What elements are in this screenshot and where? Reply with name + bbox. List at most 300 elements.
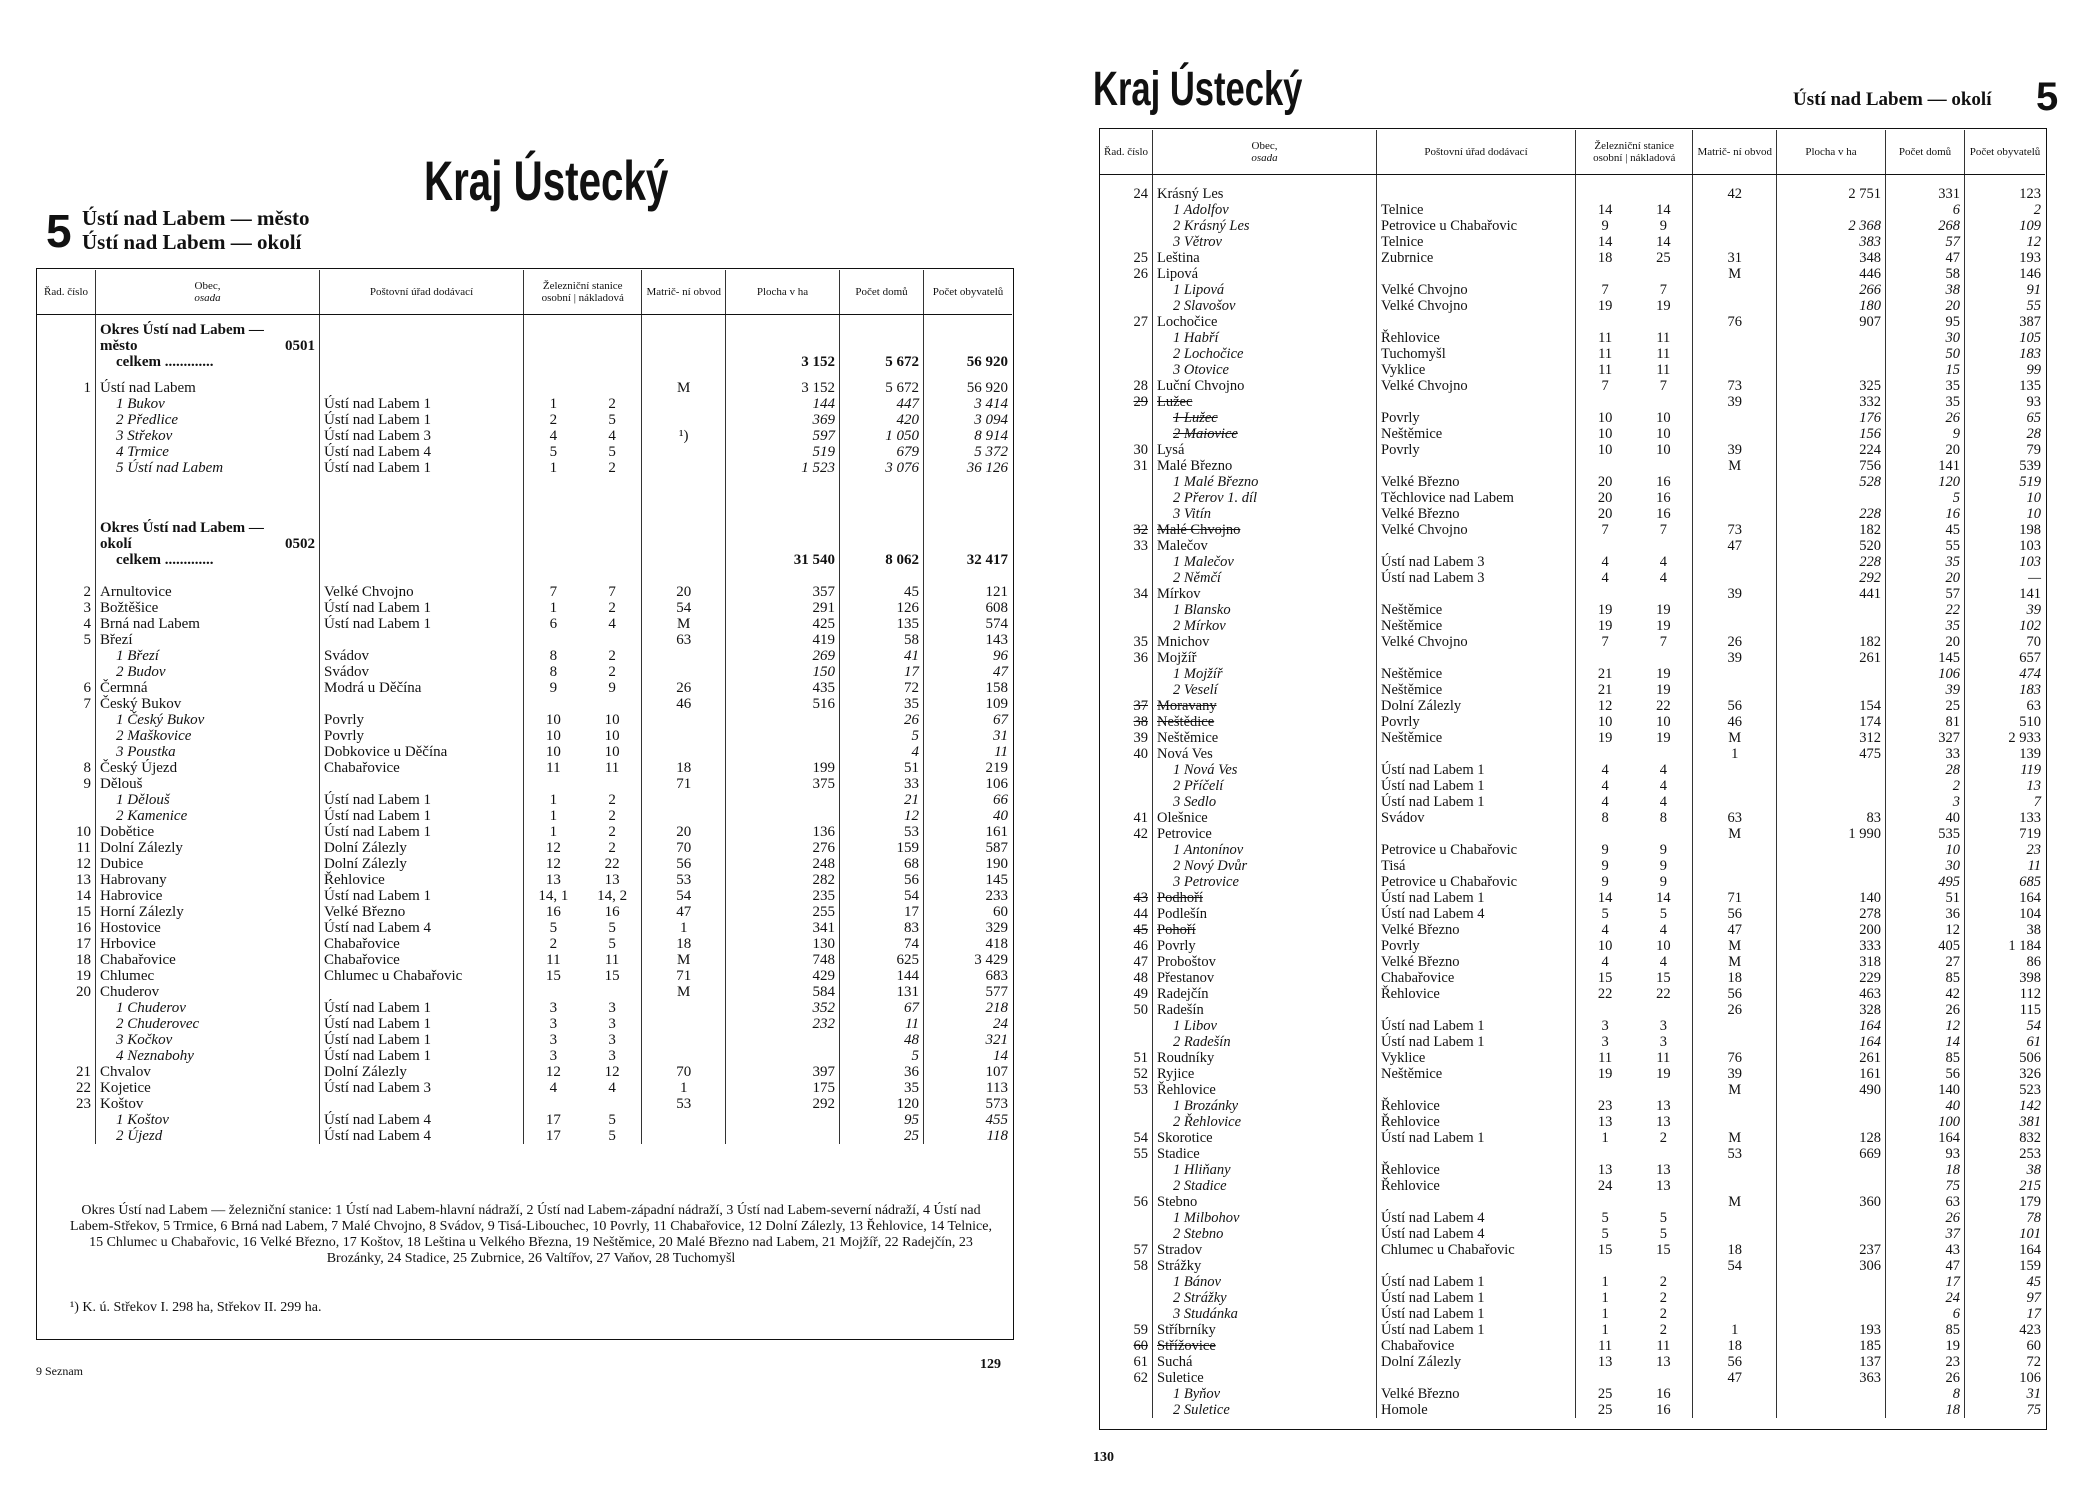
station-passenger: 19	[1576, 730, 1635, 746]
population: 7	[1965, 794, 2046, 810]
registry-district	[1693, 506, 1777, 522]
table-row	[1100, 1018, 2045, 1034]
municipality-name: Dobětice	[96, 824, 320, 840]
area-ha: 235	[726, 888, 840, 904]
station-freight: 3	[1659, 1034, 1667, 1050]
post-office	[1377, 650, 1576, 666]
municipality-name: 1 Byňov	[1153, 1386, 1377, 1402]
table-row	[1100, 1066, 2045, 1082]
station-freight: 2	[608, 648, 616, 664]
house-count: 625	[840, 952, 924, 968]
population: 161	[924, 824, 1013, 840]
population: 143	[924, 632, 1013, 648]
area-ha: 318	[1777, 954, 1886, 970]
population: 70	[1965, 634, 2046, 650]
house-count: 3 076	[840, 460, 924, 476]
table-row	[37, 584, 1012, 600]
table-row	[1100, 1098, 2045, 1114]
municipality-name: Lužec	[1153, 394, 1377, 410]
population: 455	[924, 1112, 1013, 1128]
station-passenger: 11	[1576, 346, 1635, 362]
house-count: 48	[840, 1032, 924, 1048]
registry-district: M	[642, 952, 726, 968]
station-freight: 22	[1656, 986, 1671, 1002]
house-count: 8	[1886, 1386, 1965, 1402]
house-count: 35	[1886, 378, 1965, 394]
post-office	[1377, 1082, 1576, 1098]
table-row	[1100, 378, 2045, 394]
population: 326	[1965, 1066, 2046, 1082]
population: 109	[924, 696, 1013, 712]
area-ha	[726, 744, 840, 760]
registry-district	[1693, 1226, 1777, 1242]
station-freight	[1634, 314, 1693, 330]
spacer-cell	[642, 476, 726, 520]
station-freight: 7	[1659, 634, 1667, 650]
table-row	[1100, 458, 2045, 474]
area-ha: 224	[1777, 442, 1886, 458]
row-number: 41	[1133, 810, 1148, 826]
area-ha: 1 523	[726, 460, 840, 476]
municipality-name: Řehlovice	[1153, 1082, 1377, 1098]
municipality-name: 1 Bánov	[1153, 1274, 1377, 1290]
row-number	[1100, 506, 1153, 522]
municipality-name: Leština	[1153, 250, 1377, 266]
row-number	[37, 412, 96, 428]
area-ha: 519	[726, 444, 840, 460]
house-count: 164	[1886, 1130, 1965, 1146]
registry-district	[642, 1032, 726, 1048]
municipality-name: 2 Budov	[96, 664, 320, 680]
post-office: Chlumec u Chabařovic	[1377, 1242, 1576, 1258]
area-ha: 352	[726, 1000, 840, 1016]
station-freight: 10	[1656, 442, 1671, 458]
station-passenger: 3	[524, 1032, 583, 1048]
post-office: Velké Chvojno	[320, 584, 524, 600]
house-count: 331	[1886, 186, 1965, 202]
spacer-cell	[37, 322, 96, 354]
registry-district	[1693, 1114, 1777, 1130]
station-freight	[1634, 650, 1693, 666]
municipality-name: 1 Adolfov	[1153, 202, 1377, 218]
population: 418	[924, 936, 1013, 952]
population: 93	[1965, 394, 2046, 410]
house-count: 405	[1886, 938, 1965, 954]
station-freight: 10	[1656, 410, 1671, 426]
house-count: 95	[1886, 314, 1965, 330]
row-number	[1100, 474, 1153, 490]
station-freight: 11	[1656, 330, 1671, 346]
row-number	[37, 1032, 96, 1048]
station-passenger: 7	[524, 584, 583, 600]
col-matric-r: Matrič- ní obvod	[1693, 130, 1777, 174]
spacer-cell	[1777, 174, 1886, 186]
row-number	[1100, 410, 1153, 426]
row-number: 6	[83, 680, 91, 696]
row-number: 31	[1133, 458, 1148, 474]
post-office: Chabařovice	[1377, 970, 1576, 986]
post-office: Ústí nad Labem 1	[1377, 1034, 1576, 1050]
table-row	[1100, 282, 2045, 298]
station-passenger: 10	[1576, 410, 1635, 426]
area-ha: 292	[726, 1096, 840, 1112]
house-count: 74	[840, 936, 924, 952]
house-count: 19	[1886, 1338, 1965, 1354]
total-population: 32 417	[924, 552, 1013, 578]
municipality-name: Koštov	[96, 1096, 320, 1112]
registry-district: 53	[642, 872, 726, 888]
station-freight: 3	[608, 1000, 616, 1016]
post-office: Velké Březno	[1377, 506, 1576, 522]
post-office: Velké Březno	[320, 904, 524, 920]
municipality-name: 2 Příčelí	[1153, 778, 1377, 794]
table-row	[1100, 970, 2045, 986]
area-ha	[726, 792, 840, 808]
station-passenger: 1	[524, 824, 583, 840]
municipality-name: 1 Antonínov	[1153, 842, 1377, 858]
population: 63	[1965, 698, 2046, 714]
table-row	[37, 760, 1012, 776]
post-office	[320, 696, 524, 712]
table-row	[1100, 1226, 2045, 1242]
registry-district	[642, 1128, 726, 1144]
table-row	[1100, 634, 2045, 650]
house-count: 45	[1886, 522, 1965, 538]
municipality-name: 2 Chuderovec	[96, 1016, 320, 1032]
municipality-name: 3 Poustka	[96, 744, 320, 760]
area-ha: 375	[726, 776, 840, 792]
area-ha: 328	[1777, 1002, 1886, 1018]
station-freight: 10	[604, 744, 620, 760]
area-ha: 144	[726, 396, 840, 412]
row-number: 52	[1133, 1066, 1148, 1082]
municipality-name: Lipová	[1153, 266, 1377, 282]
registry-district: M	[642, 380, 726, 396]
house-count: 20	[1886, 634, 1965, 650]
municipality-name: 4 Trmice	[96, 444, 320, 460]
station-passenger: 1	[1576, 1130, 1635, 1146]
station-freight: 16	[1656, 1402, 1671, 1418]
station-passenger: 17	[524, 1128, 583, 1144]
municipality-table-right	[1100, 130, 2045, 1418]
house-count: 81	[1886, 714, 1965, 730]
municipality-name: 2 Újezd	[96, 1128, 320, 1144]
post-office: Ústí nad Labem 1	[1377, 1290, 1576, 1306]
house-count: 535	[1886, 826, 1965, 842]
station-freight: 2	[1659, 1130, 1667, 1146]
col-domu-r: Počet domů	[1886, 130, 1965, 174]
post-office: Neštěmice	[1377, 618, 1576, 634]
house-count: 145	[1886, 650, 1965, 666]
population: 31	[1965, 1386, 2046, 1402]
house-count: 106	[1886, 666, 1965, 682]
station-passenger: 10	[1576, 938, 1635, 954]
house-count: 85	[1886, 970, 1965, 986]
house-count: 20	[1886, 570, 1965, 586]
table-row	[1100, 794, 2045, 810]
station-passenger: 4	[1576, 554, 1635, 570]
station-freight: 16	[604, 904, 620, 920]
population: 321	[924, 1032, 1013, 1048]
post-office	[1377, 1146, 1576, 1162]
area-ha	[1777, 1178, 1886, 1194]
house-count: 37	[1886, 1226, 1965, 1242]
post-office: Ústí nad Labem 3	[320, 428, 524, 444]
station-freight: 15	[604, 968, 620, 984]
population: 183	[1965, 346, 2046, 362]
table-row	[1100, 394, 2045, 410]
station-freight: 15	[1656, 970, 1671, 986]
station-passenger: 5	[1576, 906, 1635, 922]
row-number: 4	[83, 616, 91, 632]
municipality-name: Čermná	[96, 680, 320, 696]
municipality-name: Dělouš	[96, 776, 320, 792]
registry-district: 18	[1693, 1338, 1777, 1354]
registry-district: 54	[1693, 1258, 1777, 1274]
row-number	[37, 648, 96, 664]
col-obyv: Počet obyvatelů	[924, 270, 1013, 314]
area-ha: 341	[726, 920, 840, 936]
registry-district: 46	[1693, 714, 1777, 730]
area-ha: 360	[1777, 1194, 1886, 1210]
station-freight: 5	[608, 1112, 616, 1128]
area-ha	[726, 1128, 840, 1144]
post-office: Velké Březno	[1377, 922, 1576, 938]
row-number	[1100, 602, 1153, 618]
municipality-name: 3 Otovice	[1153, 362, 1377, 378]
municipality-name: Roudníky	[1153, 1050, 1377, 1066]
area-ha	[1777, 346, 1886, 362]
house-count: 72	[840, 680, 924, 696]
post-office: Neštěmice	[1377, 682, 1576, 698]
post-office: Petrovice u Chabařovic	[1377, 842, 1576, 858]
spacer-cell	[524, 476, 583, 520]
station-passenger: 20	[1576, 506, 1635, 522]
registry-district: 73	[1693, 522, 1777, 538]
table-row	[1100, 1258, 2045, 1274]
post-office	[1377, 1370, 1576, 1386]
post-office: Ústí nad Labem 1	[1377, 1274, 1576, 1290]
station-passenger: 13	[524, 872, 583, 888]
area-ha: 348	[1777, 250, 1886, 266]
registry-district	[642, 460, 726, 476]
post-office: Ústí nad Labem 1	[320, 1032, 524, 1048]
table-row	[1100, 1354, 2045, 1370]
station-passenger: 7	[1576, 378, 1635, 394]
municipality-name: 1 Brozánky	[1153, 1098, 1377, 1114]
row-number: 33	[1133, 538, 1148, 554]
area-ha	[1777, 778, 1886, 794]
population: 101	[1965, 1226, 2046, 1242]
population: 102	[1965, 618, 2046, 634]
row-number: 60	[1133, 1338, 1148, 1354]
spacer-cell	[840, 314, 924, 322]
municipality-name: 3 Kočkov	[96, 1032, 320, 1048]
station-freight: 2	[608, 460, 616, 476]
post-office: Ústí nad Labem 1	[1377, 778, 1576, 794]
house-count: 12	[1886, 1018, 1965, 1034]
population: 79	[1965, 442, 2046, 458]
municipality-name: Hostovice	[96, 920, 320, 936]
spacer-cell	[840, 476, 924, 520]
post-office	[1377, 394, 1576, 410]
post-office: Ústí nad Labem 1	[320, 616, 524, 632]
post-office: Ústí nad Labem 4	[320, 1128, 524, 1144]
post-office: Petrovice u Chabařovic	[1377, 874, 1576, 890]
station-passenger	[1576, 650, 1635, 666]
station-freight: 5	[1659, 906, 1667, 922]
row-number	[1100, 858, 1153, 874]
row-number	[1100, 346, 1153, 362]
population: 3 414	[924, 396, 1013, 412]
row-number: 18	[76, 952, 91, 968]
registry-district	[1693, 1098, 1777, 1114]
registry-district	[1693, 1290, 1777, 1306]
registry-district	[1693, 1386, 1777, 1402]
house-count: 30	[1886, 858, 1965, 874]
area-ha: 128	[1777, 1130, 1886, 1146]
population: 24	[924, 1016, 1013, 1032]
station-passenger: 19	[1576, 298, 1635, 314]
post-office: Velké Chvojno	[1377, 634, 1576, 650]
house-count: 4	[840, 744, 924, 760]
municipality-name: Český Újezd	[96, 760, 320, 776]
municipality-name: Nová Ves	[1153, 746, 1377, 762]
house-count: 26	[1886, 1210, 1965, 1226]
population: 10	[1965, 490, 2046, 506]
station-freight: 7	[608, 584, 616, 600]
row-number: 40	[1133, 746, 1148, 762]
area-ha	[1777, 1386, 1886, 1402]
station-passenger: 23	[1576, 1098, 1635, 1114]
station-freight	[1634, 826, 1693, 842]
municipality-table-left	[37, 270, 1012, 1144]
population: 11	[924, 744, 1013, 760]
total-houses: 5 672	[840, 354, 924, 380]
registry-district	[642, 712, 726, 728]
post-office	[1377, 1002, 1576, 1018]
population: 47	[924, 664, 1013, 680]
registry-district	[642, 1048, 726, 1064]
area-ha: 292	[1777, 570, 1886, 586]
row-number	[37, 1000, 96, 1016]
municipality-name: Mírkov	[1153, 586, 1377, 602]
municipality-name: Luční Chvojno	[1153, 378, 1377, 394]
table-row	[37, 680, 1012, 696]
table-row	[37, 1048, 1012, 1064]
station-passenger: 8	[524, 664, 583, 680]
station-passenger: 17	[524, 1112, 583, 1128]
station-freight	[1634, 1002, 1693, 1018]
house-count: 53	[840, 824, 924, 840]
row-number	[37, 728, 96, 744]
municipality-name: Habrovany	[96, 872, 320, 888]
population: 179	[1965, 1194, 2046, 1210]
row-number: 57	[1133, 1242, 1148, 1258]
population: 45	[1965, 1274, 2046, 1290]
table-row	[37, 1096, 1012, 1112]
area-ha: 228	[1777, 506, 1886, 522]
station-passenger: 5	[1576, 1226, 1635, 1242]
area-ha: 3 152	[726, 380, 840, 396]
area-ha	[1777, 1402, 1886, 1418]
post-office: Těchlovice nad Labem	[1377, 490, 1576, 506]
row-number: 43	[1133, 890, 1148, 906]
municipality-name: Krásný Les	[1153, 186, 1377, 202]
post-office: Ústí nad Labem 1	[1377, 890, 1576, 906]
row-number: 22	[76, 1080, 91, 1096]
post-office: Ústí nad Labem 1	[320, 600, 524, 616]
row-number: 27	[1133, 314, 1148, 330]
row-number: 44	[1133, 906, 1148, 922]
station-freight: 13	[1656, 1178, 1671, 1194]
municipality-name: 2 Mírkov	[1153, 618, 1377, 634]
population: 139	[1965, 746, 2046, 762]
table-row	[1100, 410, 2045, 426]
station-freight: 25	[1656, 250, 1671, 266]
col-plocha-r: Plocha v ha	[1777, 130, 1886, 174]
table-row	[1100, 1274, 2045, 1290]
station-passenger: 11	[1576, 330, 1635, 346]
municipality-name: Dolní Zálezly	[96, 840, 320, 856]
row-number: 45	[1133, 922, 1148, 938]
station-freight: 11	[1656, 1338, 1671, 1354]
spacer-cell	[524, 314, 583, 322]
area-ha: 441	[1777, 586, 1886, 602]
post-office: Chabařovice	[1377, 1338, 1576, 1354]
spacer-cell	[320, 476, 524, 520]
table-row	[37, 1000, 1012, 1016]
area-ha	[1777, 794, 1886, 810]
table-row	[37, 776, 1012, 792]
table-row	[1100, 298, 2045, 314]
station-passenger	[1576, 1146, 1635, 1162]
post-office: Povrly	[1377, 714, 1576, 730]
post-office: Povrly	[1377, 938, 1576, 954]
post-office: Chabařovice	[320, 760, 524, 776]
table-row	[1100, 922, 2045, 938]
post-office	[1377, 1194, 1576, 1210]
post-office: Ústí nad Labem 1	[320, 792, 524, 808]
row-number	[37, 744, 96, 760]
area-ha: 136	[726, 824, 840, 840]
municipality-name: Chlumec	[96, 968, 320, 984]
municipality-name: 2 Kamenice	[96, 808, 320, 824]
total-label: celkem .............	[96, 354, 320, 380]
table-row	[1100, 346, 2045, 362]
municipality-name: 3 Sedlo	[1153, 794, 1377, 810]
row-number	[37, 444, 96, 460]
post-office	[320, 1096, 524, 1112]
spacer-cell	[1886, 174, 1965, 186]
municipality-name: Kojetice	[96, 1080, 320, 1096]
area-ha: 429	[726, 968, 840, 984]
population: 28	[1965, 426, 2046, 442]
station-passenger	[1576, 266, 1635, 282]
station-freight	[583, 776, 642, 792]
house-count: 6	[1886, 202, 1965, 218]
station-passenger: 10	[524, 744, 583, 760]
municipality-name: Arnultovice	[96, 584, 320, 600]
registry-district	[642, 1016, 726, 1032]
station-freight: 5	[608, 1128, 616, 1144]
area-ha: 266	[1777, 282, 1886, 298]
registry-district: 26	[1693, 1002, 1777, 1018]
station-passenger	[1576, 586, 1635, 602]
registry-district	[642, 792, 726, 808]
house-count: 18	[1886, 1402, 1965, 1418]
station-freight: 5	[608, 412, 616, 428]
